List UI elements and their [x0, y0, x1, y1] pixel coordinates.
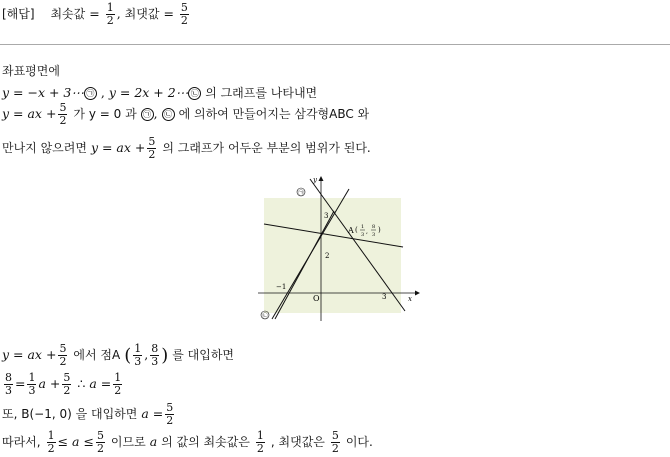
label-circle-2: ㉡ [262, 313, 269, 320]
marker-1-icon: ㉠ [141, 108, 154, 121]
answer-line: [해답] 최솟값 = $\frac{1}{2}$ , 최댓값 = $\frac{5}{2}$ [2, 1, 188, 27]
svg-text:,: , [366, 228, 368, 235]
x-axis-arrow-icon [415, 291, 420, 296]
section-title: 좌표평면에 [2, 64, 60, 78]
equation-line-5: $\frac{8}{3}$ = $\frac{1}{3}$ a + $\frac{5}{2}$ ∴ a = $\frac{1}{2}$ [5, 371, 122, 397]
coordinate-graph [255, 173, 420, 323]
label-minus-1: −1 [276, 283, 287, 291]
svg-text:): ) [378, 226, 381, 234]
min-label: 최솟값 [50, 7, 86, 21]
equation-line-6: 또, B(−1, 0) 을 대입하면 a = $\frac{5}{2}$ [2, 401, 174, 427]
svg-text:3: 3 [361, 232, 365, 238]
equation-line-3: 만나지 않으려면 y = ax + $\frac{5}{2}$ 의 그래프가 어두운 부분의 범위가 된다. [2, 135, 371, 161]
marker-2-icon: ㉡ [162, 108, 175, 121]
svg-text:(: ( [355, 226, 358, 234]
marker-2-icon: ㉡ [188, 87, 201, 100]
label-circle-1: ㉠ [298, 190, 305, 197]
label-3-x: 3 [382, 293, 387, 301]
label-2: 2 [325, 252, 330, 260]
shaded-region [264, 198, 401, 313]
answer-tag: [해답] [2, 7, 35, 21]
label-x: x [408, 295, 412, 303]
equation-line-4: y = ax + $\frac{5}{2}$ 에서 점A ( $\frac{1}{3}$ , $\frac{8}{3}$ ) 를 대입하면 [2, 342, 235, 368]
max-fraction: $\frac{5}{2}$ [180, 1, 188, 27]
conclusion-line: 따라서, $\frac{1}{2}$ ≤ a ≤ $\frac{5}{2}$ 이므로 a 의 값의 최솟값은 $\frac{1}{2}$ , 최댓값은 $\frac{5}{2}$ 이다. [2, 429, 373, 455]
svg-text:3: 3 [372, 232, 376, 238]
equation-line-1: y = −x + 3⋯ ㉠ , y = 2x + 2⋯ ㉡ 의 그래프를 나타내면 [2, 85, 318, 100]
marker-1-icon: ㉠ [84, 87, 97, 100]
equation-line-2: y = ax + $\frac{5}{2}$ 가 y = 0 과 ㉠ , ㉡ 에 의하여 만들어지는 삼각형ABC 와 [2, 101, 370, 127]
label-A: A [348, 226, 354, 235]
label-y: y [313, 176, 317, 184]
svg-text:8: 8 [372, 224, 376, 230]
divider [0, 44, 670, 45]
y-axis-arrow-icon [319, 176, 324, 181]
svg-text:1: 1 [361, 224, 365, 230]
min-fraction: $\frac{1}{2}$ [106, 1, 114, 27]
max-label: 최댓값 [124, 7, 160, 21]
label-3-y: 3 [324, 212, 329, 220]
label-origin: O [313, 294, 320, 303]
